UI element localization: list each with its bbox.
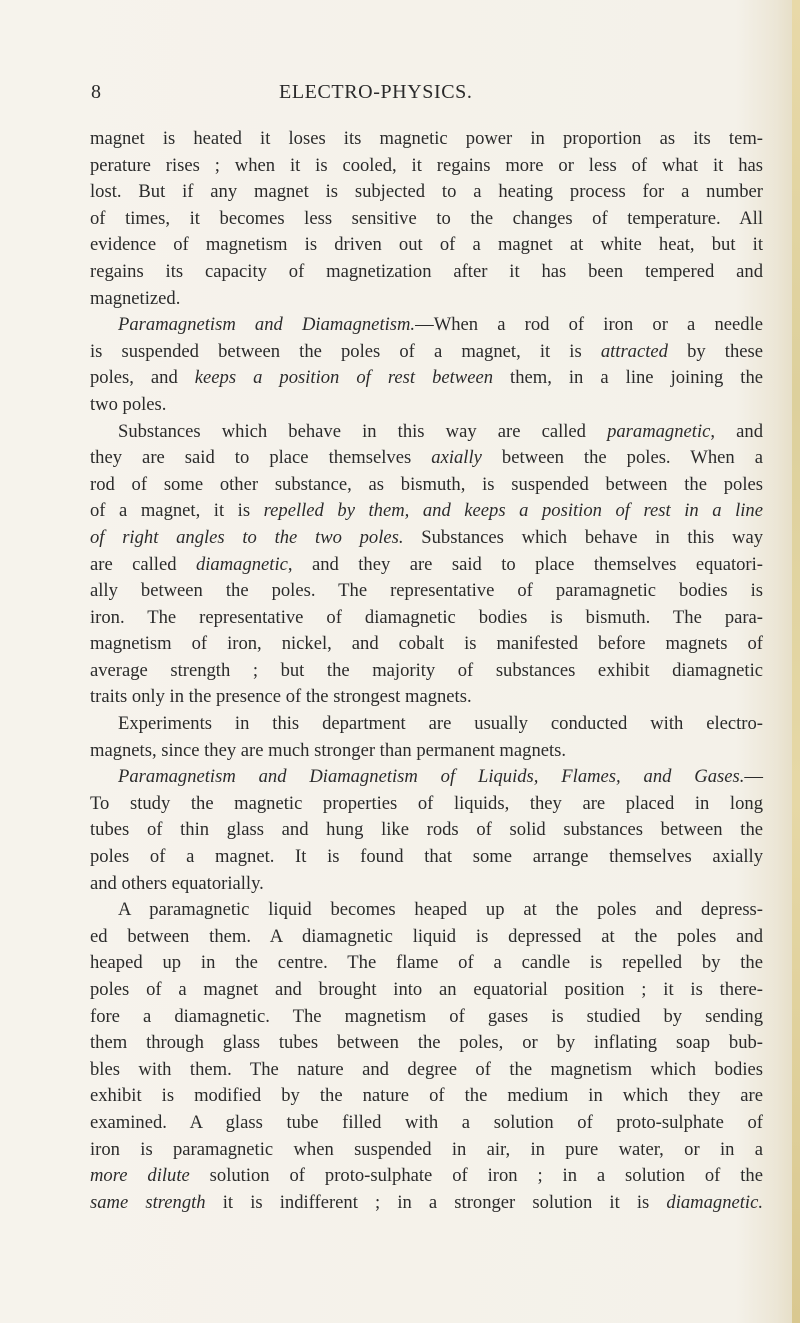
text-line <box>90 419 763 446</box>
italic-segment: diamagnetic <box>195 553 288 575</box>
text-segment: A paramagnetic liquid becomes heaped up at the poles and depress- <box>118 899 763 921</box>
text-line <box>90 924 763 951</box>
text-line <box>90 179 763 206</box>
italic-segment: diamagnetic. <box>666 1191 763 1213</box>
italic-segment: Paramagnetism and Diamagnetism of Liquids, Flames, and Gases. <box>118 766 745 788</box>
text-segment: it is indifferent ; in a stronger solution it is <box>205 1191 667 1213</box>
text-line <box>90 605 763 632</box>
text-segment: magnetism of iron, nickel, and cobalt is manifested before magnets of <box>90 633 763 655</box>
text-line <box>90 498 763 525</box>
page-header <box>0 81 800 111</box>
text-line <box>90 631 763 658</box>
text-segment: by these <box>667 340 763 362</box>
text-line <box>90 232 763 259</box>
text-segment: two poles. <box>90 393 167 415</box>
text-segment: Substances which behave in this way <box>403 526 763 548</box>
text-segment: examined. A glass tube filled with a solution of proto-sulphate of <box>90 1111 763 1133</box>
italic-segment: of right angles to the two poles. <box>90 526 404 548</box>
text-segment: fore a diamagnetic. The magnetism of gases is studied by sending <box>90 1005 763 1027</box>
text-segment: are called <box>90 553 196 575</box>
text-segment: Experiments in this department are usually conducted with electro- <box>118 713 763 735</box>
text-line <box>90 1004 763 1031</box>
text-segment: solution of proto-sulphate of iron ; in a solution of the <box>189 1165 763 1187</box>
body-text <box>90 126 763 1216</box>
text-line <box>90 472 763 499</box>
text-line <box>90 365 763 392</box>
text-line <box>90 392 763 419</box>
text-segment: Substances which behave in this way are called <box>118 420 608 442</box>
text-line <box>90 286 763 313</box>
text-line <box>90 1057 763 1084</box>
italic-segment: keeps a position of rest between <box>194 367 494 389</box>
text-segment: poles of a magnet. It is found that some arrange themselves axially <box>90 846 763 868</box>
text-segment: magnetized. <box>90 287 181 309</box>
text-segment: poles of a magnet and brought into an equatorial position ; it is there- <box>90 979 763 1000</box>
text-segment: , and they are said to place themselves equatori- <box>287 553 763 575</box>
italic-segment: repelled by them, and keeps a position of rest in a line <box>263 500 763 522</box>
text-line <box>90 1137 763 1164</box>
italic-segment: more dilute <box>90 1165 190 1187</box>
text-segment: bles with them. The nature and degree of the magnetism which bodies <box>90 1058 763 1080</box>
page-number: 8 <box>91 81 101 103</box>
text-segment: of times, it becomes less sensitive to the changes of temperature. All <box>90 207 763 229</box>
text-segment: them, in a line joining the <box>493 367 763 389</box>
italic-segment: Paramagnetism and Diamagnetism. <box>118 314 416 336</box>
text-line <box>90 764 763 791</box>
text-segment: iron. The representative of diamagnetic bodies is bismuth. The para- <box>90 606 763 628</box>
text-segment: them through glass tubes between the poles, or by inflating soap bub- <box>90 1032 763 1054</box>
text-line <box>90 658 763 685</box>
text-segment: perature rises ; when it is cooled, it regains more or less of what it has <box>90 154 763 176</box>
text-segment: between the poles. When a <box>481 447 763 469</box>
text-line <box>90 791 763 818</box>
text-line <box>90 578 763 605</box>
text-segment: ally between the poles. The representative of paramagnetic bodies is <box>90 580 763 602</box>
text-line <box>90 259 763 286</box>
text-segment: iron is paramagnetic when suspended in air, in pure water, or in a <box>90 1138 763 1160</box>
text-line <box>90 126 763 153</box>
text-line <box>90 153 763 180</box>
text-segment: they are said to place themselves <box>90 447 432 469</box>
text-line <box>90 525 763 552</box>
text-segment: poles, and <box>90 367 195 389</box>
text-segment: magnets, since they are much stronger than permanent magnets. <box>90 739 567 761</box>
text-line <box>90 312 763 339</box>
running-head: ELECTRO-PHYSICS. <box>279 81 473 103</box>
text-segment: exhibit is modified by the nature of the medium in which they are <box>90 1085 763 1107</box>
italic-segment: same strength <box>90 1191 206 1213</box>
text-line <box>90 1083 763 1110</box>
text-segment: and others equatorially. <box>90 872 264 894</box>
text-segment: , and <box>710 420 763 442</box>
text-segment: average strength ; but the majority of substances exhibit diamagnetic <box>90 659 763 681</box>
text-line <box>90 711 763 738</box>
text-line <box>90 206 763 233</box>
page-edge <box>792 0 800 1323</box>
text-line <box>90 950 763 977</box>
italic-segment: axially <box>431 447 482 469</box>
text-line <box>90 445 763 472</box>
italic-segment: paramagnetic <box>607 420 711 442</box>
text-segment: regains its capacity of magnetization after it has been tempered and <box>90 260 763 282</box>
text-segment: To study the magnetic properties of liquids, they are placed in long <box>90 792 763 814</box>
text-segment: ed between them. A diamagnetic liquid is depressed at the poles and <box>90 925 763 947</box>
text-line <box>90 844 763 871</box>
text-line <box>90 339 763 366</box>
text-line <box>90 1110 763 1137</box>
text-segment: of a magnet, it is <box>90 500 264 522</box>
text-segment: — <box>744 766 763 788</box>
text-line <box>90 552 763 579</box>
text-line <box>90 817 763 844</box>
text-segment: heaped up in the centre. The flame of a candle is repelled by the <box>90 952 763 974</box>
text-line <box>90 738 763 765</box>
text-line <box>90 684 763 711</box>
text-segment: magnet is heated it loses its magnetic power in proportion as its tem- <box>90 128 763 149</box>
text-line <box>90 897 763 924</box>
text-line <box>90 1030 763 1057</box>
text-line <box>90 977 763 1004</box>
text-segment: —When a rod of iron or a needle <box>415 314 763 336</box>
text-segment: traits only in the presence of the strongest magnets. <box>90 686 472 708</box>
text-segment: rod of some other substance, as bismuth, is suspended between the poles <box>90 473 763 495</box>
text-segment: evidence of magnetism is driven out of a magnet at white heat, but it <box>90 234 763 256</box>
text-segment: tubes of thin glass and hung like rods of solid substances between the <box>90 819 763 841</box>
text-line <box>90 1163 763 1190</box>
text-line <box>90 1190 763 1217</box>
text-segment: is suspended between the poles of a magnet, it is <box>90 340 601 362</box>
text-segment: lost. But if any magnet is subjected to a heating process for a number <box>90 181 763 203</box>
text-line <box>90 871 763 898</box>
italic-segment: attracted <box>600 340 668 362</box>
